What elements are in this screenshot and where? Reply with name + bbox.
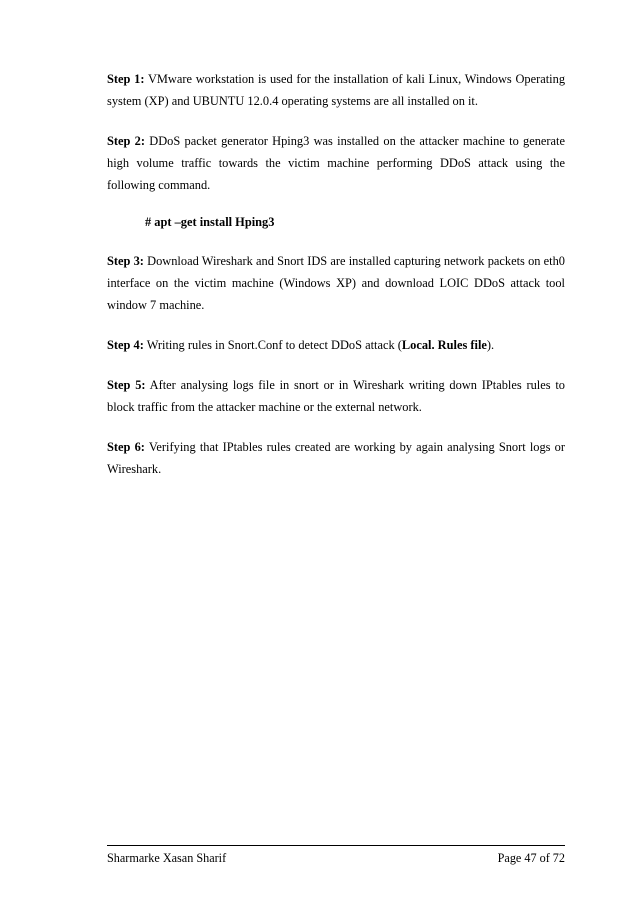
step-4-text-end: ). xyxy=(486,338,495,352)
step-1-paragraph xyxy=(107,68,565,112)
step-4-text: Writing rules in Snort.Conf to detect DDoS attack ( xyxy=(143,338,402,352)
footer-page-number: Page 47 of 72 xyxy=(497,851,565,865)
step-1-text: VMware workstation is used for the installation of kali Linux, Windows Operating system (XP) and UBUNTU 12.0.4 operating systems are all installed on it. xyxy=(107,72,566,108)
step-2-label: Step 2: xyxy=(107,134,145,148)
step-1-label: Step 1: xyxy=(107,72,145,86)
footer-divider xyxy=(107,845,565,846)
step-3-label: Step 3: xyxy=(107,254,144,268)
page-body xyxy=(107,68,565,498)
footer-author: Sharmarke Xasan Sharif xyxy=(107,851,227,865)
step-4-bold-text: Local. Rules file xyxy=(401,338,487,352)
step-6-label: Step 6: xyxy=(107,440,145,454)
step-3-paragraph xyxy=(107,250,565,316)
step-5-paragraph xyxy=(107,374,565,418)
step-6-text: Verifying that IPtables rules created are working by again analysing Snort logs or Wireshark. xyxy=(107,440,565,476)
step-2-paragraph xyxy=(107,130,565,196)
step-6-paragraph xyxy=(107,436,565,480)
install-command: # apt –get install Hping3 xyxy=(145,215,275,229)
step-4-paragraph xyxy=(107,334,565,356)
step-5-text: After analysing logs file in snort or in Wireshark writing down IPtables rules to block traffic from the attacker machine or the external network. xyxy=(107,378,565,414)
step-2-text: DDoS packet generator Hping3 was installed on the attacker machine to generate high volume traffic towards the victim machine performing DDoS attack using the following command. xyxy=(107,134,565,192)
step-3-text: Download Wireshark and Snort IDS are installed capturing network packets on eth0 interface on the victim machine (Windows XP) and download LOIC DDoS attack tool window 7 machine. xyxy=(107,254,565,312)
step-5-label: Step 5: xyxy=(107,378,146,392)
step-4-label: Step 4: xyxy=(107,338,144,352)
